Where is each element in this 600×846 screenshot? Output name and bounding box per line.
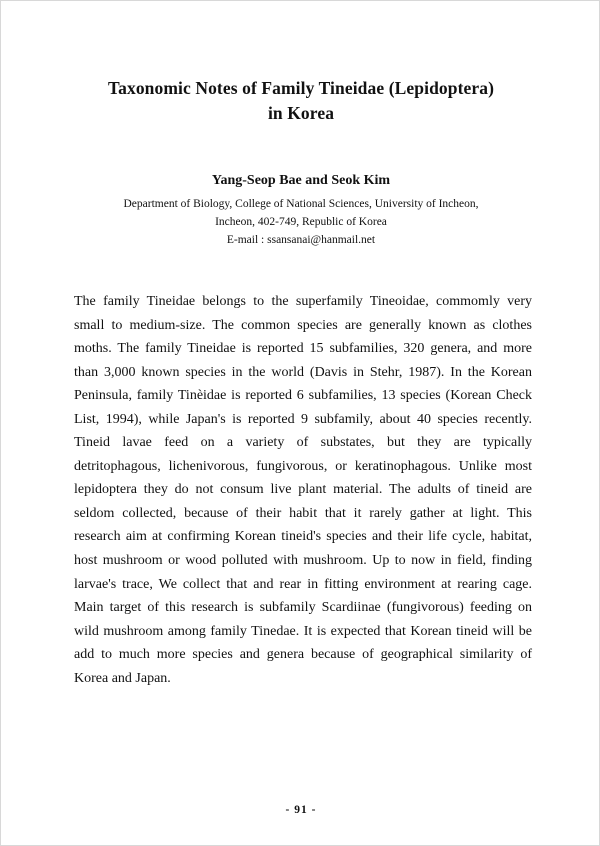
abstract-line: Peninsula, family Tinèidae is reported 6 subfamilies, 13 species (Korean Check bbox=[74, 388, 532, 404]
abstract-line: detritophagous, lichenivorous, fungivorous, or keratinophagous. Unlike most bbox=[74, 458, 532, 474]
abstract-line: research aim at confirming Korean tineid's species and their life cycle, habitat, bbox=[74, 529, 532, 545]
abstract-line: Korea and Japan. bbox=[74, 670, 171, 686]
abstract-line: lepidoptera they do not consum live plant material. The adults of tineid are bbox=[74, 482, 532, 498]
affiliation-line-1: Department of Biology, College of National Sciences, University of Incheon, bbox=[123, 198, 479, 210]
affiliation-line-2: Incheon, 402-749, Republic of Korea bbox=[215, 216, 387, 228]
abstract-line: small to medium-size. The common species are generally known as clothes bbox=[74, 317, 532, 333]
abstract-line: add to much more species and genera because of geographical similarity of bbox=[74, 647, 532, 663]
page-number: - 91 - bbox=[285, 804, 317, 816]
abstract-line: Tineid lavae feed on a variety of substates, but they are typically bbox=[74, 435, 532, 451]
abstract-line: larvae's trace, We collect that and rear in fitting environment at rearing cage. bbox=[74, 576, 532, 592]
abstract-line: seldom collected, because of their habit that it rarely gather at light. This bbox=[74, 505, 532, 521]
abstract-line: The family Tineidae belongs to the superfamily Tineoidae, commomly very bbox=[74, 294, 532, 309]
abstract-line: moths. The family Tineidae is reported 15 subfamilies, 320 genera, and more bbox=[74, 341, 532, 357]
abstract-line: host mushroom or wood polluted with mushroom. Up to now in field, finding bbox=[74, 553, 532, 569]
abstract-line: Main target of this research is subfamily Scardiinae (fungivorous) feeding on bbox=[74, 600, 532, 616]
abstract-line: than 3,000 known species in the world (Davis in Stehr, 1987). In the Korean bbox=[74, 364, 532, 380]
abstract-line: wild mushroom among family Tinedae. It is expected that Korean tineid will be bbox=[74, 623, 532, 639]
email-line: E-mail : ssansanai@hanmail.net bbox=[226, 234, 376, 246]
paper-title-line-1: Taxonomic Notes of Family Tineidae (Lepidoptera) bbox=[107, 78, 495, 98]
abstract-line: List, 1994), while Japan's is reported 9 subfamily, about 40 species recently. bbox=[74, 411, 532, 427]
author-names: Yang-Seop Bae and Seok Kim bbox=[211, 173, 391, 188]
abstract-body bbox=[74, 290, 532, 690]
paper-title-line-2: in Korea bbox=[267, 103, 335, 123]
